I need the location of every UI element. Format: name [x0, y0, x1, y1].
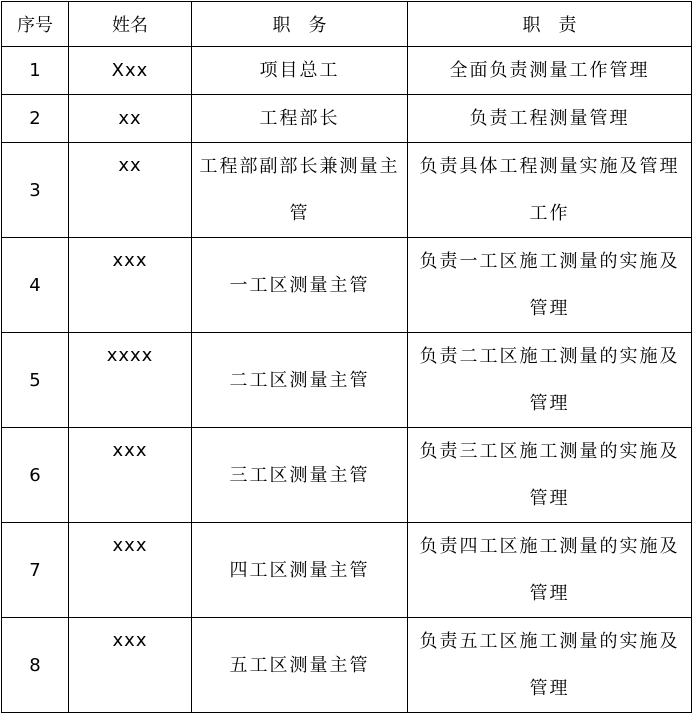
row-duty [408, 428, 692, 523]
row-position [192, 618, 408, 713]
table-row [2, 238, 692, 333]
duty-text: 负责一工区施工测量的实施及管理 [419, 251, 680, 319]
duty-text: 全面负责测量工作管理 [449, 60, 650, 81]
position-text: 二工区测量主管 [229, 369, 370, 391]
row-name: Xxx [69, 47, 192, 95]
row-position [192, 333, 408, 428]
table-row [2, 523, 692, 618]
row-name: xxx [69, 523, 192, 618]
row-position [192, 95, 408, 143]
row-duty [408, 47, 692, 95]
header-serial-number: 序号 [2, 2, 69, 47]
duty-text: 负责工程测量管理 [469, 108, 630, 129]
duty-text: 负责三工区施工测量的实施及管理 [419, 441, 680, 509]
row-number: 7 [2, 523, 69, 618]
duty-text: 负责五工区施工测量的实施及管理 [419, 631, 680, 699]
row-name: xx [69, 95, 192, 143]
row-duty [408, 143, 692, 238]
table-row [2, 333, 692, 428]
header-duty: 职 责 [408, 2, 692, 47]
row-number: 6 [2, 428, 69, 523]
table-row [2, 618, 692, 713]
position-text: 项目总工 [259, 60, 340, 81]
position-text: 五工区测量主管 [229, 654, 370, 676]
row-number: 5 [2, 333, 69, 428]
position-text: 工程部副部长兼测量主管 [199, 156, 400, 224]
row-position [192, 238, 408, 333]
row-number: 4 [2, 238, 69, 333]
row-duty [408, 238, 692, 333]
header-position: 职 务 [192, 2, 408, 47]
table-header-row [2, 2, 692, 47]
table-row [2, 95, 692, 143]
position-text: 三工区测量主管 [229, 464, 370, 486]
row-name: xxx [69, 238, 192, 333]
table-row [2, 143, 692, 238]
header-name: 姓名 [69, 2, 192, 47]
row-duty [408, 523, 692, 618]
row-position [192, 428, 408, 523]
table-row [2, 47, 692, 95]
row-number: 1 [2, 47, 69, 95]
row-position [192, 143, 408, 238]
table-row [2, 428, 692, 523]
row-name: xxx [69, 428, 192, 523]
row-number: 3 [2, 143, 69, 238]
row-duty [408, 333, 692, 428]
position-text: 工程部长 [259, 108, 340, 129]
row-duty [408, 618, 692, 713]
row-position [192, 47, 408, 95]
duty-text: 负责二工区施工测量的实施及管理 [419, 346, 680, 414]
staff-duty-table [1, 1, 692, 713]
row-position [192, 523, 408, 618]
row-number: 2 [2, 95, 69, 143]
row-duty [408, 95, 692, 143]
position-text: 四工区测量主管 [229, 559, 370, 581]
duty-text: 负责具体工程测量实施及管理工作 [419, 156, 680, 224]
row-number: 8 [2, 618, 69, 713]
row-name: xxxx [69, 333, 192, 428]
position-text: 一工区测量主管 [229, 274, 370, 296]
duty-text: 负责四工区施工测量的实施及管理 [419, 536, 680, 604]
row-name: xxx [69, 618, 192, 713]
row-name: xx [69, 143, 192, 238]
